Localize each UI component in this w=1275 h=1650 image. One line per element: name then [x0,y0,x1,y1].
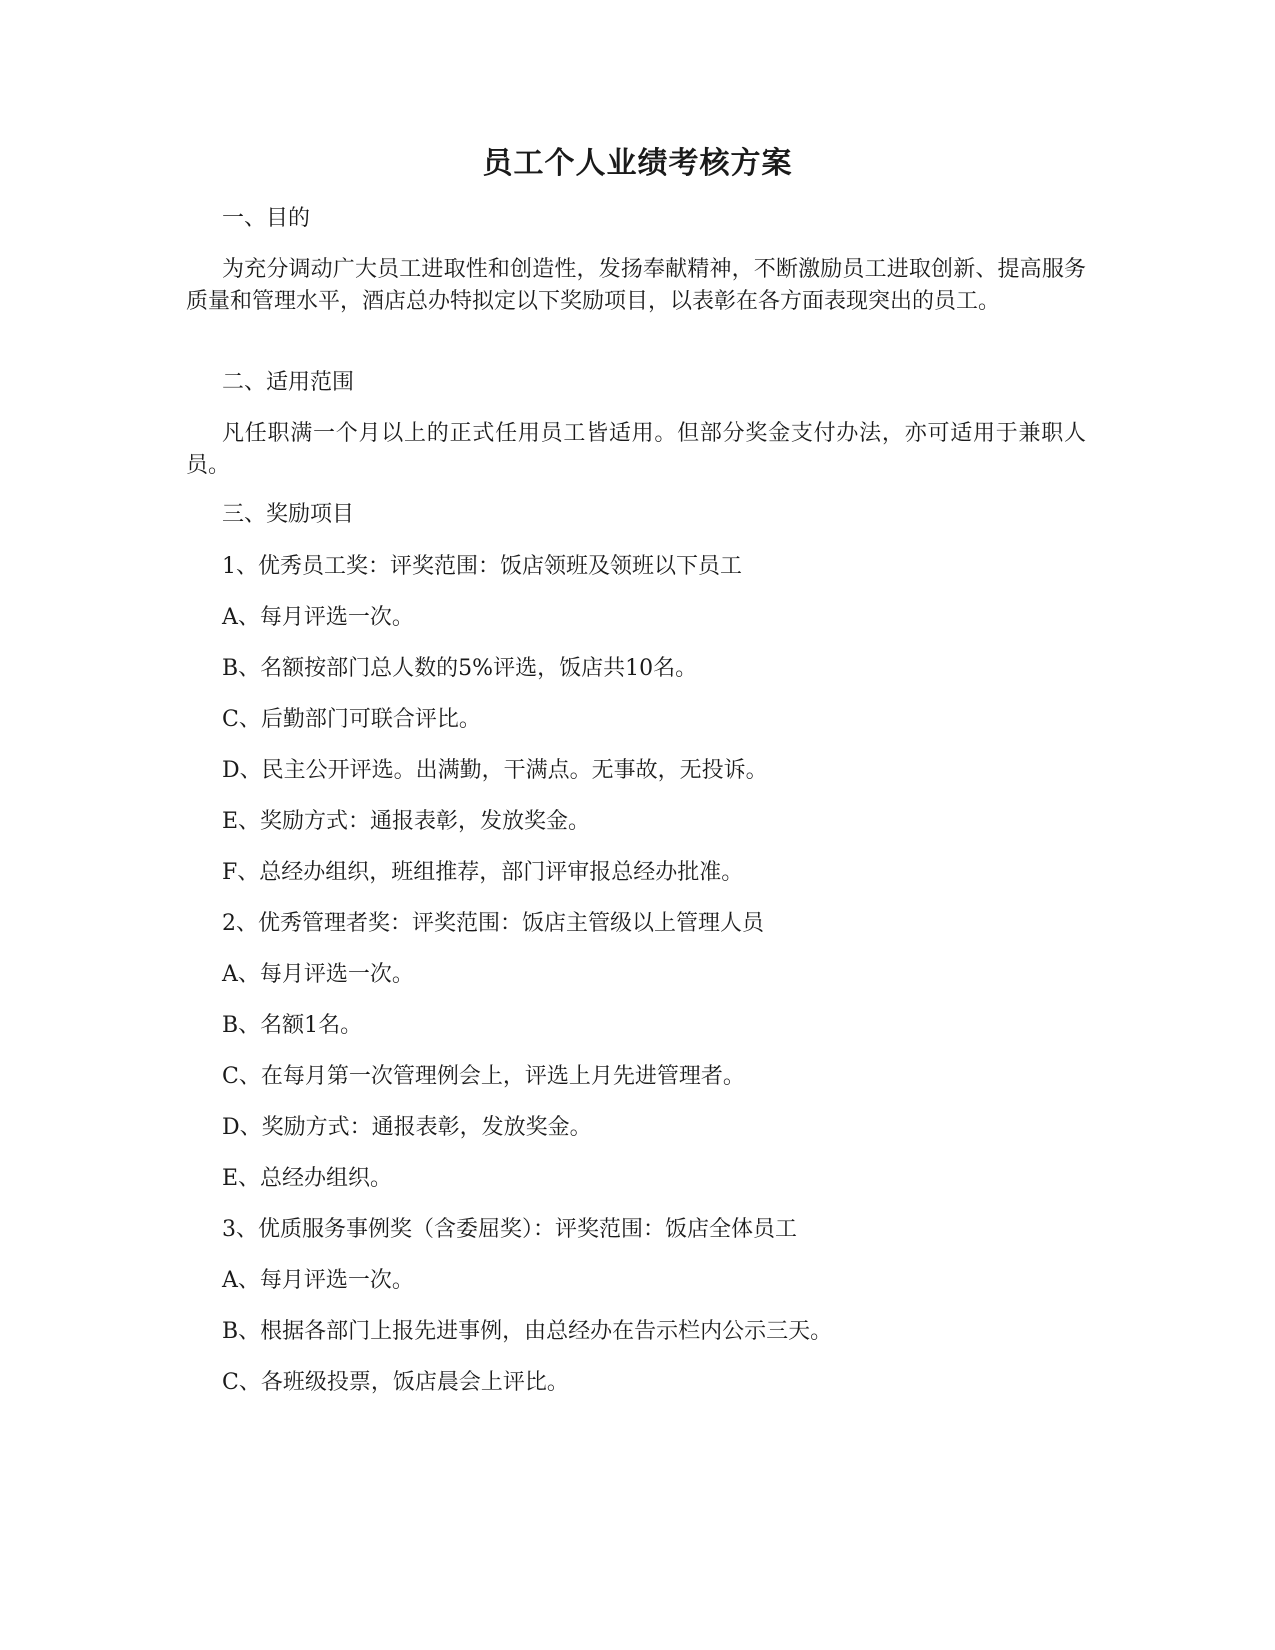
section-heading-purpose: 一、目的 [222,206,311,231]
section-heading-scope: 二、适用范围 [222,370,355,395]
award-item: C、后勤部门可联合评比。 [222,707,481,732]
section-body-scope: 凡任职满一个月以上的正式任用员工皆适用。但部分奖金支付办法，亦可适用于兼职人员。 [186,421,1086,478]
award-item: E、总经办组织。 [222,1166,393,1191]
section-body-purpose: 为充分调动广大员工进取性和创造性，发扬奉献精神，不断激励员工进取创新、提高服务质量和管理水平，酒店总办特拟定以下奖励项目，以表彰在各方面表现突出的员工。 [186,257,1086,314]
award-item: D、民主公开评选。出满勤，干满点。无事故，无投诉。 [222,758,768,783]
award-item: B、根据各部门上报先进事例，由总经办在告示栏内公示三天。 [222,1319,833,1344]
award-item: A、每月评选一次。 [222,962,414,987]
award-item: B、名额按部门总人数的5%评选，饭店共10名。 [222,656,698,681]
award-item: F、总经办组织，班组推荐，部门评审报总经办批准。 [222,860,744,885]
award-item: E、奖励方式：通报表彰，发放奖金。 [222,809,591,834]
award-item: C、在每月第一次管理例会上，评选上月先进管理者。 [222,1064,745,1089]
section-heading-awards: 三、奖励项目 [222,502,355,527]
document-title: 员工个人业绩考核方案 [482,146,793,181]
award-item: B、名额1名。 [222,1013,363,1038]
award-heading-outstanding-manager: 2、优秀管理者奖：评奖范围：饭店主管级以上管理人员 [222,911,764,936]
award-item: D、奖励方式：通报表彰，发放奖金。 [222,1115,592,1140]
award-heading-quality-service: 3、优质服务事例奖（含委屈奖）：评奖范围：饭店全体员工 [222,1217,797,1242]
award-item: A、每月评选一次。 [222,605,414,630]
award-item: C、各班级投票，饭店晨会上评比。 [222,1370,569,1395]
award-item: A、每月评选一次。 [222,1268,414,1293]
award-heading-outstanding-employee: 1、优秀员工奖：评奖范围：饭店领班及领班以下员工 [222,554,742,579]
